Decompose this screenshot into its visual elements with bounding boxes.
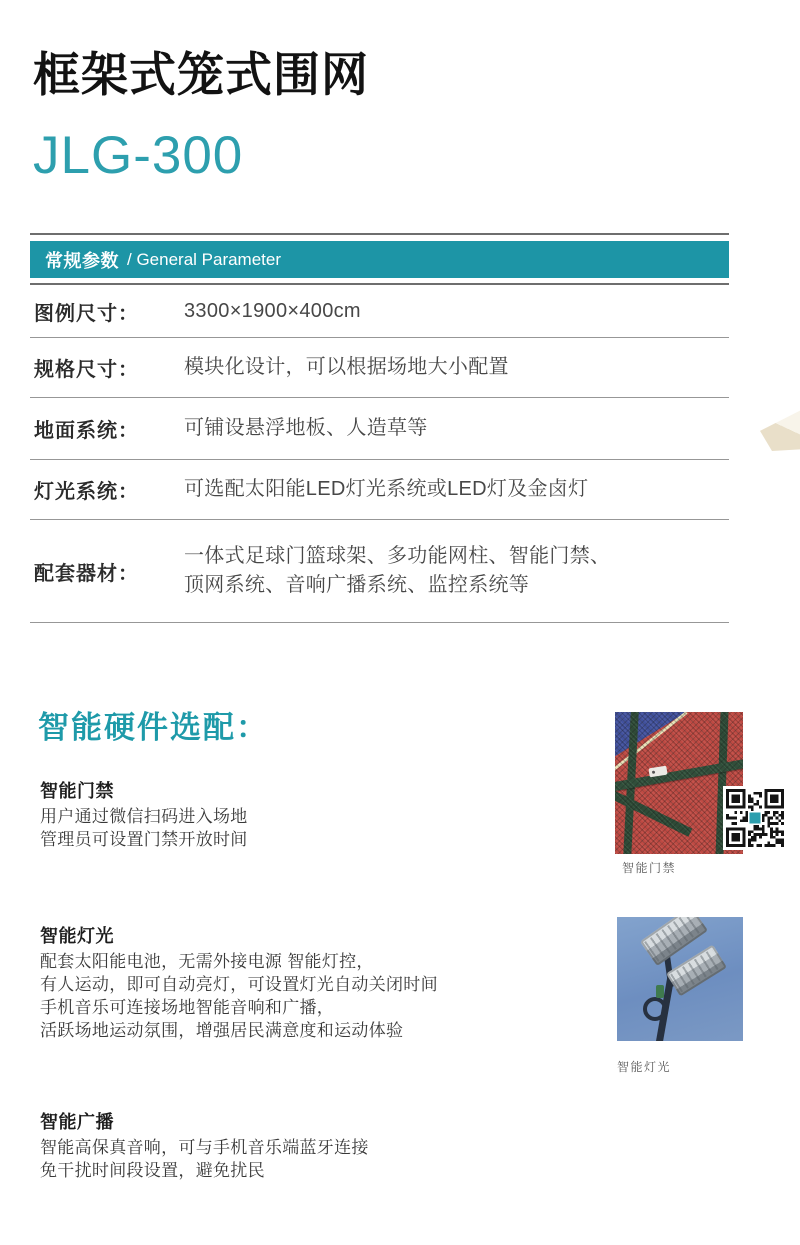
param-label: 图例尺寸： (34, 302, 139, 325)
block-text-line: 用户通过微信扫码进入场地 (40, 807, 248, 826)
param-label: 配套器材： (34, 562, 139, 585)
photo-caption: 智能门禁 (622, 861, 677, 875)
fence-tape-line (615, 712, 688, 773)
param-header-en: / General Parameter (127, 249, 282, 269)
block-text-line: 智能高保真音响，可与手机音乐端蓝牙连接 (40, 1138, 369, 1157)
table-row (30, 398, 729, 460)
smart-block-access (40, 779, 248, 851)
block-text-line: 有人运动，即可自动亮灯，可设置灯光自动关闭时间 (40, 975, 438, 994)
param-value: 模块化设计，可以根据场地大小配置 (184, 356, 509, 378)
block-title: 智能广播 (40, 1112, 114, 1132)
param-value: 可铺设悬浮地板、人造草等 (184, 417, 428, 439)
corner-decoration (760, 409, 800, 451)
fence-blue-mesh (615, 712, 743, 797)
fence-lock-latch (648, 766, 667, 778)
block-text-line: 手机音乐可连接场地智能音响和广播， (40, 998, 335, 1017)
qr-code-image (723, 786, 787, 850)
block-text-line: 管理员可设置门禁开放时间 (40, 830, 248, 849)
block-title: 智能灯光 (40, 926, 114, 946)
block-text-line: 免干扰时间段设置，避免扰民 (40, 1161, 265, 1180)
fence-post (623, 712, 639, 854)
page-title: 框架式笼式围网 (33, 48, 369, 101)
param-label: 规格尺寸： (34, 359, 139, 381)
table-row (30, 285, 729, 338)
param-value: 一体式足球门篮球架、多功能网柱、智能门禁、 顶网系统、音响广播系统、监控系统等 (184, 545, 611, 596)
param-table (30, 285, 729, 623)
block-title: 智能门禁 (40, 781, 114, 801)
smart-block-lighting (40, 924, 438, 1042)
param-value: 可选配太阳能LED灯光系统或LED灯及金卤灯 (184, 478, 589, 500)
smart-block-broadcast (40, 1110, 369, 1182)
table-row (30, 460, 729, 520)
param-header-zh: 常规参数 (45, 250, 119, 271)
block-text-line: 配套太阳能电池，无需外接电源 智能灯控， (40, 952, 374, 971)
solar-light-photo (617, 917, 743, 1041)
model-number: JLG-300 (33, 126, 244, 185)
fence-gate-bar (615, 788, 692, 836)
param-value: 3300×1900×400cm (184, 299, 361, 322)
param-section-header (30, 241, 729, 278)
table-row (30, 520, 729, 623)
light-pole-accent (656, 985, 664, 998)
smart-section-heading: 智能硬件选配： (38, 710, 269, 745)
light-pole-loop (643, 997, 667, 1021)
param-label: 灯光系统： (34, 481, 139, 503)
table-row (30, 338, 729, 398)
divider-line (30, 233, 729, 235)
photo-caption: 智能灯光 (617, 1060, 672, 1074)
param-label: 地面系统： (34, 420, 139, 442)
block-text-line: 活跃场地运动氛围，增强居民满意度和运动体验 (40, 1021, 404, 1040)
